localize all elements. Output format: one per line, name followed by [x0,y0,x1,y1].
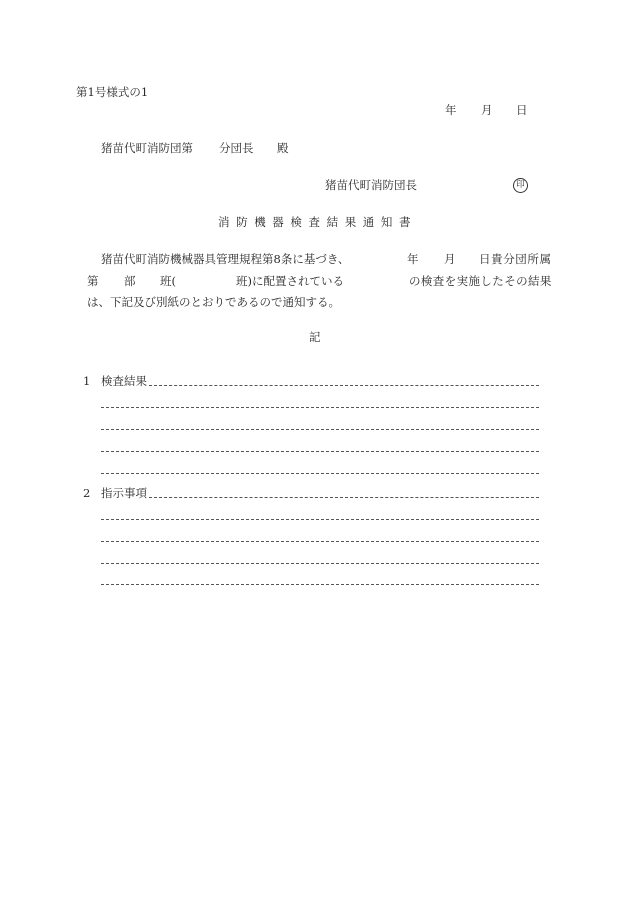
entry-line[interactable] [101,451,539,452]
entry-line[interactable] [101,473,539,474]
entry-line[interactable] [101,429,539,430]
document-title: 消防機器検査結果通知書 [218,215,418,229]
body-line2-han-close: 班)に配置されている [236,274,344,288]
entry-line[interactable] [101,541,539,542]
body-line2-bu: 部 [124,274,136,288]
sender-title: 猪苗代町消防団長 [325,178,417,192]
addressee-org: 猪苗代町消防団第 [101,141,193,155]
body-line1-year: 年 [407,252,419,266]
seal-icon: 印 [513,178,528,193]
body-line1-month: 月 [444,252,456,266]
entry-line[interactable] [101,519,539,520]
date-year: 年 [445,103,457,117]
body-line1-day: 日貴分団所属 [479,252,552,266]
section-number: 2 [83,486,91,500]
entry-line[interactable] [101,584,539,585]
entry-line[interactable] [149,497,539,498]
form-number: 第1号様式の1 [76,85,149,99]
addressee-honorific: 殿 [277,141,289,155]
body-line2-dai: 第 [87,274,99,288]
date-day: 日 [516,103,528,117]
addressee-position: 分団長 [219,141,254,155]
section-label: 検査結果 [101,374,147,388]
body-line1-text: 猪苗代町消防機械器具管理規程第8条に基づき、 [101,252,350,266]
body-line2-han-open: 班( [160,274,176,288]
entry-line[interactable] [101,563,539,564]
entry-line[interactable] [101,407,539,408]
date-month: 月 [481,103,493,117]
body-line2-inspection: の検査を実施したその結果 [409,274,552,288]
entry-line[interactable] [149,385,539,386]
ki-heading: 記 [309,330,321,344]
body-line3-text: は、下記及び別紙のとおりであるので通知する。 [87,295,340,309]
section-number: 1 [83,374,91,388]
section-label: 指示事項 [101,486,147,500]
